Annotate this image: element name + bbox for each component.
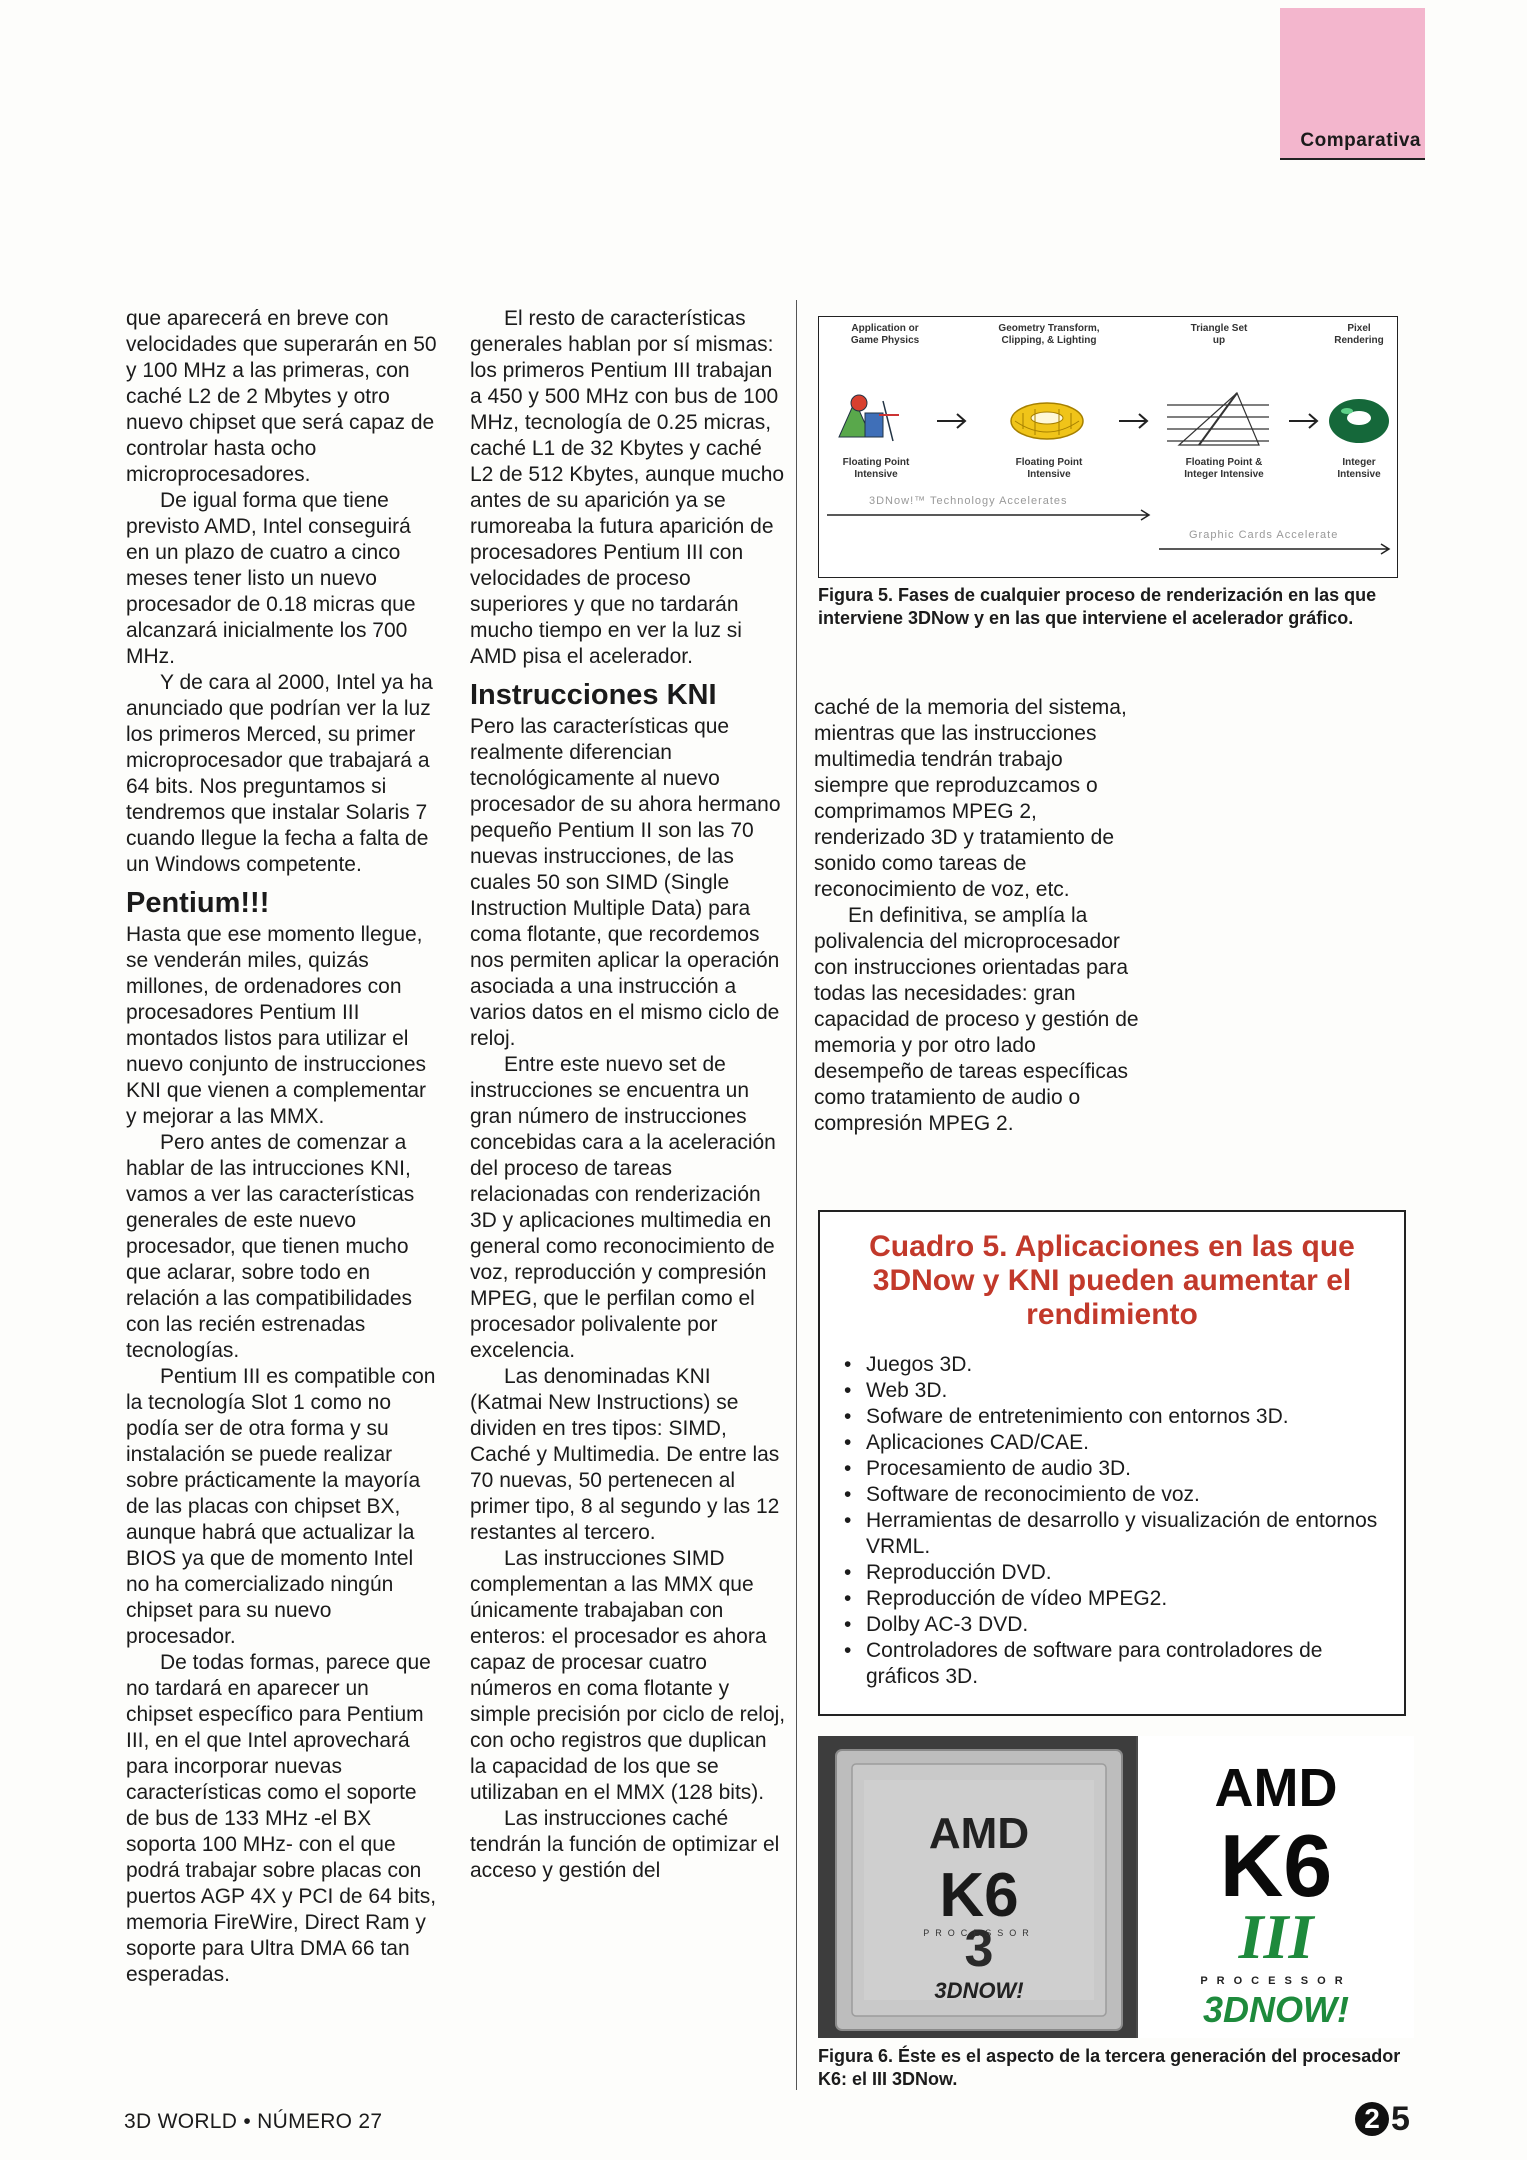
- page-number-rest: 5: [1391, 2100, 1410, 2138]
- logo-model: K6: [1219, 1816, 1333, 1915]
- column-1: [126, 306, 438, 1988]
- figure-5-caption: Figura 5. Fases de cualquier proceso de renderización en las que interviene 3DNow y en las que interviene el acelerador gráfico.: [818, 585, 1377, 628]
- list-item: • Reproducción de vídeo MPEG2.: [866, 1586, 1394, 1612]
- list-item: • Procesamiento de audio 3D.: [866, 1456, 1394, 1482]
- list-item: • Dolby AC-3 DVD.: [866, 1612, 1394, 1638]
- box-5-title: Cuadro 5. Aplicaciones en las que 3DNow y KNI pueden aumentar el rendimiento: [869, 1230, 1355, 1331]
- chip-model: K6: [939, 1861, 1019, 1930]
- figure-6-caption: Figura 6. Éste es el aspecto de la tercera generación del procesador K6: el III 3DNow.: [818, 2046, 1401, 2089]
- stage-pixel: Pixel Rendering: [1334, 323, 1384, 346]
- logo-brand: AMD: [1214, 1758, 1338, 1818]
- paragraph: De todas formas, parece que no tardará en aparecer un chipset específico para Pentium III, en el que Intel aprovechará para incorporar nuevas características como el soporte de bus de 133 MHz -el BX soporta 100 MHz- con el que podrá trabajar sobre placas con puertos AGP 4X y PCI de 64 bits, memoria FireWire, Direct Ram y soporte para Ultra DMA 66 tan esperadas.: [126, 1651, 437, 1986]
- chip-pro: PROCESSOR: [923, 1928, 1035, 1938]
- paragraph: que aparecerá en breve con velocidades que superarán en 50 y 100 MHz a las primeras, con caché L2 de 2 Mbytes y otro nuevo chipset que será capaz de controlar hasta ocho microprocesadores.: [126, 307, 437, 486]
- triangle-setup-icon: [1167, 393, 1269, 445]
- paragraph: Pero antes de comenzar a hablar de las intrucciones KNI, vamos a ver las características generales de este nuevo procesador, que tienen mucho que aclarar, sobre todo en relación a las compatibilidades con las recién estrenadas tecnologías.: [126, 1131, 415, 1362]
- box-5: [818, 1210, 1406, 1716]
- list-item: • Aplicaciones CAD/CAE.: [866, 1430, 1394, 1456]
- logo-gen: III: [1238, 1901, 1314, 1972]
- paragraph: En definitiva, se amplía la polivalencia del microprocesador con instrucciones orientadas para todas las necesidades: gran capacidad de proceso y gestión de memoria y por otro lado desempeño de tareas específicas como tratamiento de audio o compresión MPEG 2.: [814, 904, 1139, 1135]
- torus-wireframe-icon: [1011, 403, 1083, 439]
- stage-geometry: Geometry Transform, Clipping, & Lighting: [998, 323, 1100, 346]
- chip-tag: 3DNOW!: [934, 1978, 1024, 2003]
- stage-application: Application or Game Physics: [850, 323, 920, 346]
- lane-3dnow: 3DNow!™ Technology Accelerates: [869, 495, 1068, 507]
- rendered-torus-icon: [1329, 399, 1389, 443]
- box-5-list: [820, 1352, 1404, 1690]
- figure-5-diagram: [818, 316, 1398, 578]
- column-3: [814, 695, 1139, 1137]
- paragraph: De igual forma que tiene previsto AMD, Intel conseguirá en un plazo de cuatro a cinco meses tener listo un nuevo procesador de 0.18 micras que alcanzará inicialmente los 700 MHz.: [126, 489, 416, 668]
- section-label: Comparativa: [1300, 130, 1421, 151]
- logo-tag: 3DNOW!: [1203, 1989, 1349, 2030]
- list-item: • Reproducción DVD.: [866, 1560, 1394, 1586]
- k6-3dnow-photo: [818, 1736, 1414, 2038]
- lane-graphics: Graphic Cards Accelerate: [1189, 529, 1339, 541]
- paragraph: Hasta que ese momento llegue, se venderán miles, quizás millones, de ordenadores con procesadores Pentium III montados listos para utilizar el nuevo conjunto de instrucciones KNI que vienen a complementar y mejorar a las MMX.: [126, 923, 427, 1128]
- figure-6-photo: [818, 1736, 1414, 2038]
- paragraph: Las instrucciones caché tendrán la función de optimizar el acceso y gestión del: [470, 1807, 780, 1882]
- paragraph: Y de cara al 2000, Intel ya ha anunciado que podrían ver la luz los primeros Merced, su primer microprocesador que trabajará a 64 bits. Nos preguntamos si tendremos que instalar Solaris 7 cuando llegue la fecha a falta de un Windows competente.: [126, 671, 433, 876]
- column-divider: [796, 300, 797, 2090]
- paragraph: Las instrucciones SIMD complementan a las MMX que únicamente trabajaban con enteros: el procesador es ahora capaz de procesar cuatro números en coma flotante y simple precisión por ciclo de reloj, con ocho registros que duplican la capacidad de los que se utilizaban en el MMX (128 bits).: [470, 1547, 786, 1804]
- paragraph: Entre este nuevo set de instrucciones se encuentra un gran número de instrucciones concebidas cara a la aceleración del proceso de tareas relacionadas con renderización 3D y aplicaciones multimedia en general como reconocimiento de voz, reproducción y compresión MPEG, que le perfilan como el procesador polivalente por excelencia.: [470, 1053, 776, 1362]
- section-heading: Pentium!!!: [126, 887, 270, 919]
- paragraph: El resto de características generales hablan por sí mismas: los primeros Pentium III trabajan a 450 y 500 MHz con bus de 100 MHz, tecnología de 0.25 micras, caché L1 de 32 Kbytes y caché L2 de 512 Kbytes, aunque mucho antes de su aparición ya se rumoreaba la futura aparición de procesadores Pentium III con velocidades de proceso superiores y que no tardarán mucho tiempo en ver la luz si AMD pisa el acelerador.: [470, 307, 785, 668]
- chip-gen: 3: [964, 1920, 994, 1978]
- section-rule: [1280, 158, 1425, 160]
- note-integer: Integer Intensive: [1337, 457, 1381, 480]
- paragraph: Pentium III es compatible con la tecnología Slot 1 como no podía ser de otra forma y su instalación se puede realizar sobre prácticamente la mayoría de las placas con chipset BX, aunque habrá que actualizar la BIOS ya que de momento Intel no ha comercializado ningún chipset para su nuevo procesador.: [126, 1365, 436, 1648]
- list-item: • Web 3D.: [866, 1378, 1394, 1404]
- stage-triangle: Triangle Set up: [1190, 323, 1248, 346]
- pipeline-arrows: [937, 414, 1317, 428]
- list-item: • Software de reconocimiento de voz.: [866, 1482, 1394, 1508]
- list-item: • Controladores de software para controladores de gráficos 3D.: [866, 1638, 1394, 1690]
- list-item: • Sofware de entretenimiento con entornos 3D.: [866, 1404, 1394, 1430]
- note-floating-1: Floating Point Intensive: [842, 457, 910, 480]
- footer-publication: 3D WORLD • NÚMERO 27: [124, 2110, 383, 2133]
- chip-brand: AMD: [928, 1809, 1030, 1858]
- primitives-icon: [839, 395, 899, 441]
- paragraph: Las denominadas KNI (Katmai New Instructions) se dividen en tres tipos: SIMD, Caché y Multimedia. De entre las 70 nuevas, 50 pertenecen al primer tipo, 8 al segundo y las 12 restantes al tercero.: [470, 1365, 780, 1544]
- page-number-circle: 2: [1355, 2102, 1389, 2136]
- note-floating-integer: Floating Point & Integer Intensive: [1184, 457, 1264, 480]
- logo-pro: PROCESSOR: [1200, 1975, 1352, 1987]
- paragraph: Pero las características que realmente diferencian tecnológicamente al nuevo procesador de su ahora hermano pequeño Pentium II son las 70 nuevas instrucciones, de las cuales 50 son SIMD (Single Instruction Multiple Data) para coma flotante, que recordemos nos permiten aplicar la operación asociada a una instrucción a varios datos en el mismo ciclo de reloj.: [470, 715, 781, 1050]
- section-heading: Instrucciones KNI: [470, 679, 717, 711]
- paragraph: caché de la memoria del sistema, mientras que las instrucciones multimedia tendrán trabajo siempre que reproduzcamos o comprimamos MPEG 2, renderizado 3D y tratamiento de sonido como tareas de reconocimiento de voz, etc.: [814, 696, 1127, 901]
- list-item: • Herramientas de desarrollo y visualización de entornos VRML.: [866, 1508, 1394, 1560]
- note-floating-2: Floating Point Intensive: [1015, 457, 1083, 480]
- column-2: [470, 306, 788, 1884]
- page-number: [1355, 2102, 1410, 2141]
- list-item: • Juegos 3D.: [866, 1352, 1394, 1378]
